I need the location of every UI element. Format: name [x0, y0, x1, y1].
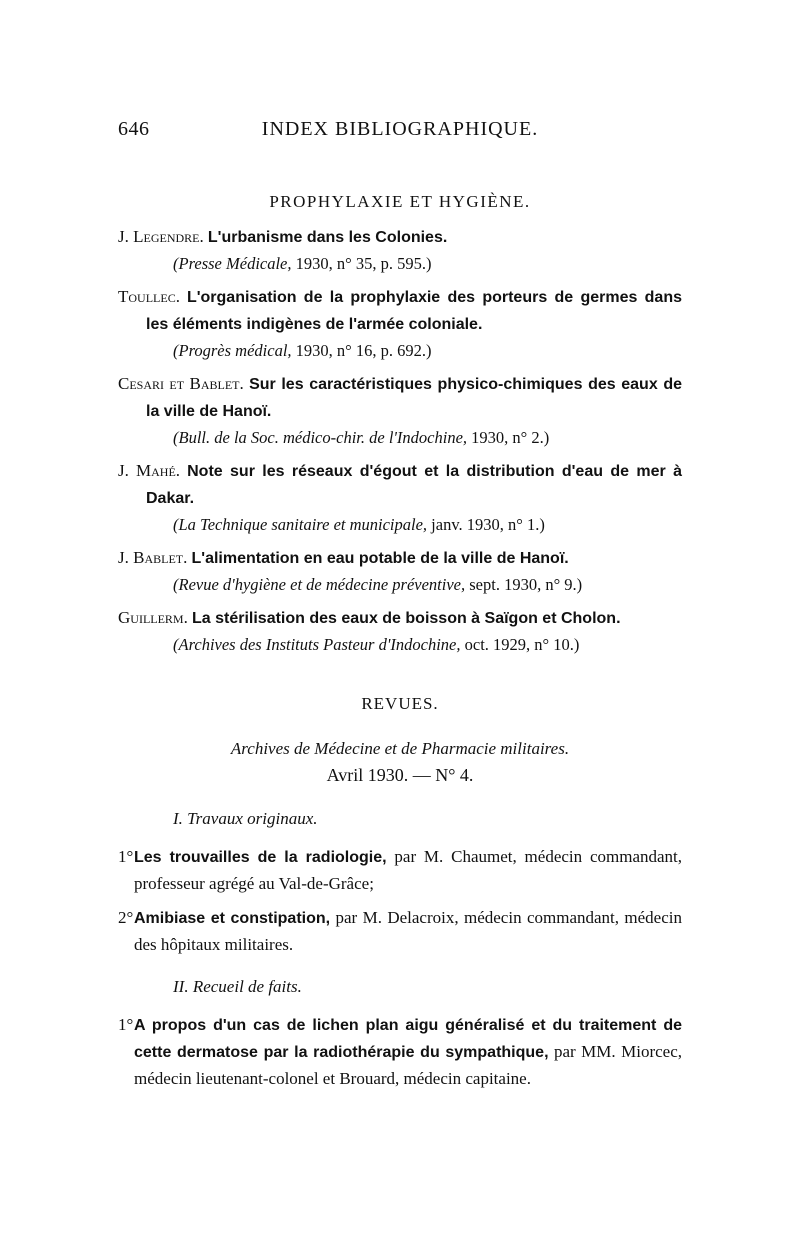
section-title: PROPHYLAXIE ET HYGIÈNE. — [269, 192, 531, 211]
journal-issue: Avril 1930. — N° 4. — [326, 765, 474, 785]
entry-source: (Progrès médical, 1930, n° 16, p. 692.) — [173, 341, 432, 360]
page-content — [118, 180, 682, 1100]
entry-source: (Archives des Instituts Pasteur d'Indochine, oct. 1929, n° 10.) — [173, 635, 580, 654]
item-index: 1° — [118, 847, 134, 866]
page-header — [118, 118, 682, 150]
bib-entry — [118, 371, 682, 451]
entry-title: Note sur les réseaux d'égout et la distribution d'eau de mer à Dakar. — [146, 463, 682, 507]
item-title: A propos d'un cas de lichen plan aigu généralisé et du traitement de cette dermatose par la radiothérapie du sympathique, — [134, 1017, 682, 1061]
item-index: 2° — [118, 908, 134, 927]
entry-author: Toullec. — [118, 287, 180, 306]
subsection-title: II. Recueil de faits. — [173, 977, 302, 996]
entry-author: J. Bablet. — [118, 548, 188, 567]
item-title: Amibiase et constipation, — [134, 910, 331, 927]
entry-title: L'organisation de la prophylaxie des porteurs de germes dans les éléments indigènes de l'armée coloniale. — [146, 289, 683, 333]
bib-entry — [118, 224, 682, 277]
revues-title: REVUES. — [361, 694, 439, 713]
entry-source: (La Technique sanitaire et municipale, janv. 1930, n° 1.) — [173, 515, 545, 534]
page-number: 646 — [118, 118, 150, 140]
item-details: par MM. Miorcec, médecin lieutenant-colonel et Brouard, médecin capitaine. — [134, 1042, 683, 1088]
entry-author: J. Legendre. — [118, 227, 204, 246]
review-item — [118, 844, 682, 897]
item-details: par M. Delacroix, médecin commandant, médecin des hôpitaux militaires. — [134, 908, 682, 954]
bib-entry — [118, 605, 682, 658]
entry-title: L'urbanisme dans les Colonies. — [207, 229, 448, 246]
item-index: 1° — [118, 1015, 134, 1034]
entry-title: L'alimentation en eau potable de la ville de Hanoï. — [191, 550, 569, 567]
running-title: INDEX BIBLIOGRAPHIQUE. — [261, 118, 539, 140]
review-item — [118, 905, 682, 958]
item-details: par M. Chaumet, médecin commandant, professeur agrégé au Val-de-Grâce; — [134, 847, 683, 893]
subsection-title: I. Travaux originaux. — [173, 809, 318, 828]
item-title: Les trouvailles de la radiologie, — [134, 849, 387, 866]
bib-entry — [118, 458, 682, 538]
entry-author: J. Mahé. — [118, 461, 181, 480]
entry-title: Sur les caractéristiques physico-chimiques des eaux de la ville de Hanoï. — [146, 376, 683, 420]
entry-author: Cesari et Bablet. — [118, 374, 244, 393]
review-item — [118, 1012, 682, 1092]
bib-entry — [118, 284, 682, 364]
entry-author: Guillerm. — [118, 608, 188, 627]
entry-source: (Bull. de la Soc. médico-chir. de l'Indochine, 1930, n° 2.) — [173, 428, 550, 447]
entry-source: (Presse Médicale, 1930, n° 35, p. 595.) — [173, 254, 432, 273]
entry-source: (Revue d'hygiène et de médecine préventive, sept. 1930, n° 9.) — [173, 575, 583, 594]
bib-entry — [118, 545, 682, 598]
journal-name: Archives de Médecine et de Pharmacie militaires. — [230, 739, 570, 758]
entry-title: La stérilisation des eaux de boisson à Saïgon et Cholon. — [191, 610, 621, 627]
